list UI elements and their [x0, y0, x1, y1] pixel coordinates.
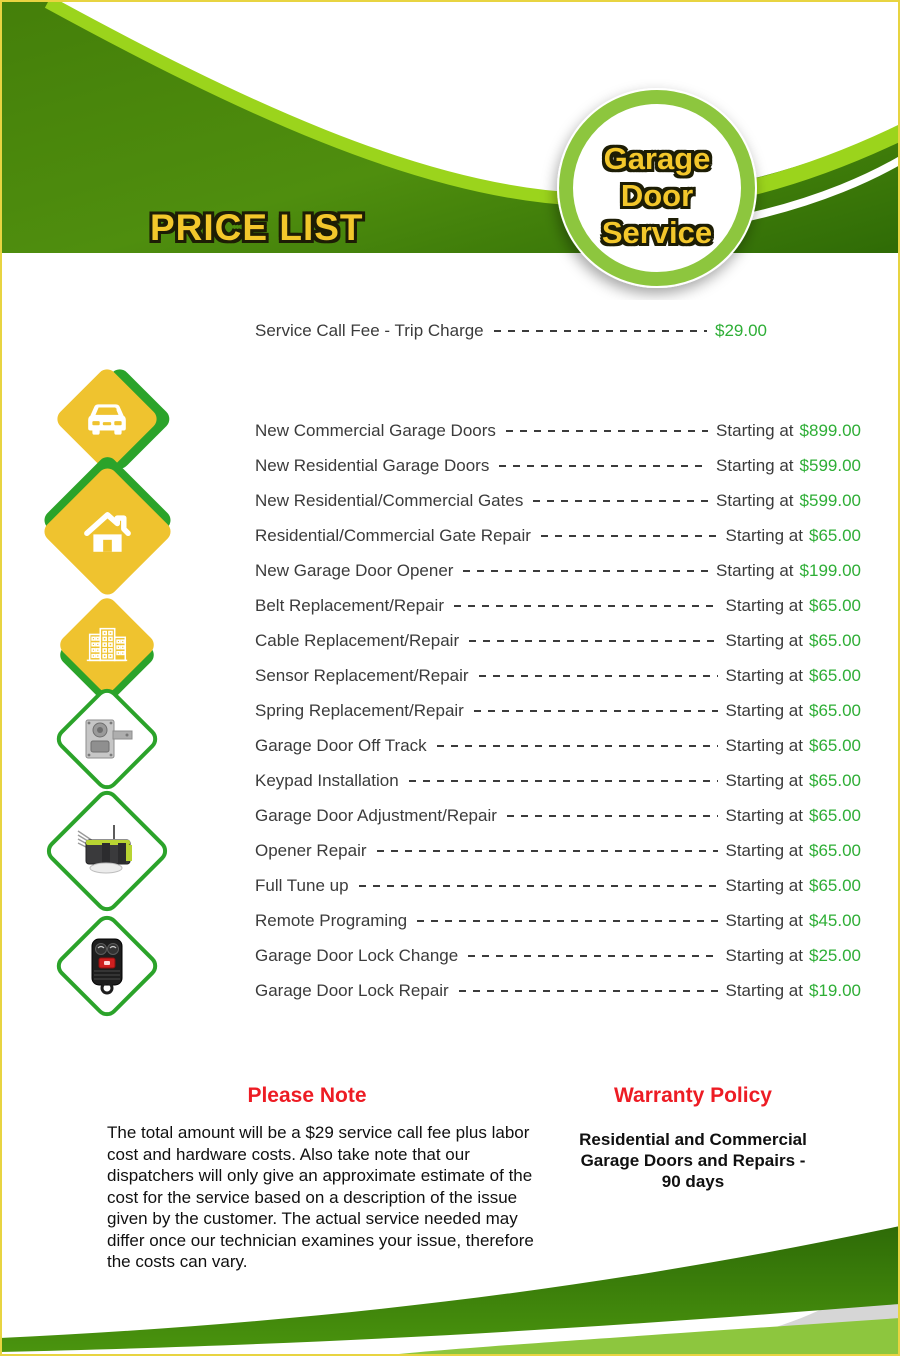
price-value: $65.00: [809, 525, 861, 545]
price-list-row: [255, 588, 861, 623]
starting-at-label: Starting at: [725, 700, 803, 720]
dash-leader: [359, 885, 718, 887]
service-label: New Residential/Commercial Gates: [255, 490, 524, 510]
dash-leader: [474, 710, 718, 712]
price-value: $599.00: [799, 455, 861, 475]
house-diamond: [40, 464, 174, 598]
service-label: Remote Programing: [255, 910, 408, 930]
remote-control-photo: [85, 937, 129, 995]
service-label: Residential/Commercial Gate Repair: [255, 525, 531, 545]
starting-at-label: Starting at: [725, 980, 803, 1000]
starting-at-label: Starting at: [716, 560, 794, 580]
starting-at-label: Starting at: [716, 490, 794, 510]
price-value: $65.00: [809, 840, 861, 860]
price-list-row: [255, 448, 861, 483]
price-value: $65.00: [809, 630, 861, 650]
price-list-row: [255, 868, 861, 903]
garage-door-lock-photo: [80, 714, 134, 764]
opener-diamond: [42, 786, 172, 916]
logo-line: Door: [620, 178, 694, 213]
header-swoosh-graphic: [0, 0, 900, 300]
service-fee-label: Service Call Fee - Trip Charge: [255, 321, 484, 340]
service-fee-row: [255, 318, 767, 344]
logo-line: Garage: [603, 141, 711, 176]
starting-at-label: Starting at: [725, 805, 803, 825]
service-label: Sensor Replacement/Repair: [255, 665, 469, 685]
price-value: $899.00: [799, 420, 861, 440]
starting-at-label: Starting at: [725, 630, 803, 650]
dash-leader: [409, 780, 718, 782]
price-value: $65.00: [809, 805, 861, 825]
starting-at-label: Starting at: [725, 525, 803, 545]
lock-diamond: [52, 684, 162, 794]
starting-at-label: Starting at: [725, 595, 803, 615]
price-value: $65.00: [809, 595, 861, 615]
house-icon: [83, 509, 133, 555]
car-icon: [84, 401, 130, 437]
service-label: Garage Door Lock Repair: [255, 980, 449, 1000]
dash-leader: [507, 815, 718, 817]
price-list-row: [255, 483, 861, 518]
dash-leader: [506, 430, 708, 432]
price-value: $25.00: [809, 945, 861, 965]
dash-leader: [468, 955, 717, 957]
service-label: Garage Door Adjustment/Repair: [255, 805, 497, 825]
price-list-row: [255, 728, 861, 763]
price-list: [255, 413, 861, 1008]
price-list-row: [255, 518, 861, 553]
dash-leader: [541, 535, 718, 537]
price-list-row: [255, 693, 861, 728]
dash-leader: [533, 500, 708, 502]
price-value: $65.00: [809, 735, 861, 755]
building-icon: [82, 623, 132, 667]
price-value: $65.00: [809, 770, 861, 790]
please-note-body: The total amount will be a $29 service call fee plus labor cost and hardware costs. Also take note that our dispatchers will only give an approximate estimate of the cost for the service based on a description of the issue given by the customer. The actual service needed may differ once our technician examines your issue, therefore the costs can vary.: [107, 1123, 534, 1271]
starting-at-label: Starting at: [716, 420, 794, 440]
dash-leader: [469, 640, 717, 642]
dash-leader: [479, 675, 718, 677]
service-label: New Residential Garage Doors: [255, 455, 490, 475]
service-label: New Garage Door Opener: [255, 560, 454, 580]
price-value: $199.00: [799, 560, 861, 580]
price-list-row: [255, 833, 861, 868]
bottom-swoosh-graphic: [0, 1186, 900, 1356]
service-label: Keypad Installation: [255, 770, 399, 790]
dash-leader: [494, 330, 707, 332]
price-list-row: [255, 623, 861, 658]
service-label: Opener Repair: [255, 840, 367, 860]
service-label: Cable Replacement/Repair: [255, 630, 460, 650]
service-fee-price: $29.00: [715, 321, 767, 340]
dash-leader: [454, 605, 718, 607]
price-value: $65.00: [809, 875, 861, 895]
dash-leader: [463, 570, 708, 572]
price-value: $599.00: [799, 490, 861, 510]
price-list-row: [255, 413, 861, 448]
dash-leader: [437, 745, 718, 747]
price-list-row: [255, 938, 861, 973]
price-list-row: [255, 973, 861, 1008]
dash-leader: [377, 850, 718, 852]
dash-leader: [499, 465, 708, 467]
service-label: Full Tune up: [255, 875, 349, 895]
service-label: Garage Door Lock Change: [255, 945, 459, 965]
logo-badge: [552, 140, 762, 251]
starting-at-label: Starting at: [725, 910, 803, 930]
price-list-row: [255, 658, 861, 693]
header-banner: [0, 0, 900, 300]
logo-line: Service: [601, 215, 713, 250]
starting-at-label: Starting at: [716, 455, 794, 475]
page-title: PRICE LIST: [150, 207, 364, 248]
please-note-title: Please Note: [247, 1084, 367, 1107]
price-list-row: [255, 553, 861, 588]
building-diamond: [56, 594, 158, 696]
starting-at-label: Starting at: [725, 735, 803, 755]
dash-leader: [459, 990, 718, 992]
service-label: Garage Door Off Track: [255, 735, 427, 755]
dash-leader: [417, 920, 717, 922]
garage-door-opener-photo: [76, 823, 138, 879]
starting-at-label: Starting at: [725, 665, 803, 685]
price-list-row: [255, 798, 861, 833]
price-list-row: [255, 903, 861, 938]
price-value: $65.00: [809, 665, 861, 685]
price-value: $65.00: [809, 700, 861, 720]
warranty-policy-body: Residential and Commercial Garage Doors and Repairs - 90 days: [579, 1130, 807, 1191]
warranty-policy-title: Warranty Policy: [614, 1084, 772, 1107]
remote-diamond: [52, 911, 162, 1021]
service-label: Spring Replacement/Repair: [255, 700, 464, 720]
price-value: $45.00: [809, 910, 861, 930]
service-label: New Commercial Garage Doors: [255, 420, 496, 440]
starting-at-label: Starting at: [725, 945, 803, 965]
starting-at-label: Starting at: [725, 840, 803, 860]
price-value: $19.00: [809, 980, 861, 1000]
price-list-row: [255, 763, 861, 798]
starting-at-label: Starting at: [725, 770, 803, 790]
service-label: Belt Replacement/Repair: [255, 595, 444, 615]
starting-at-label: Starting at: [725, 875, 803, 895]
